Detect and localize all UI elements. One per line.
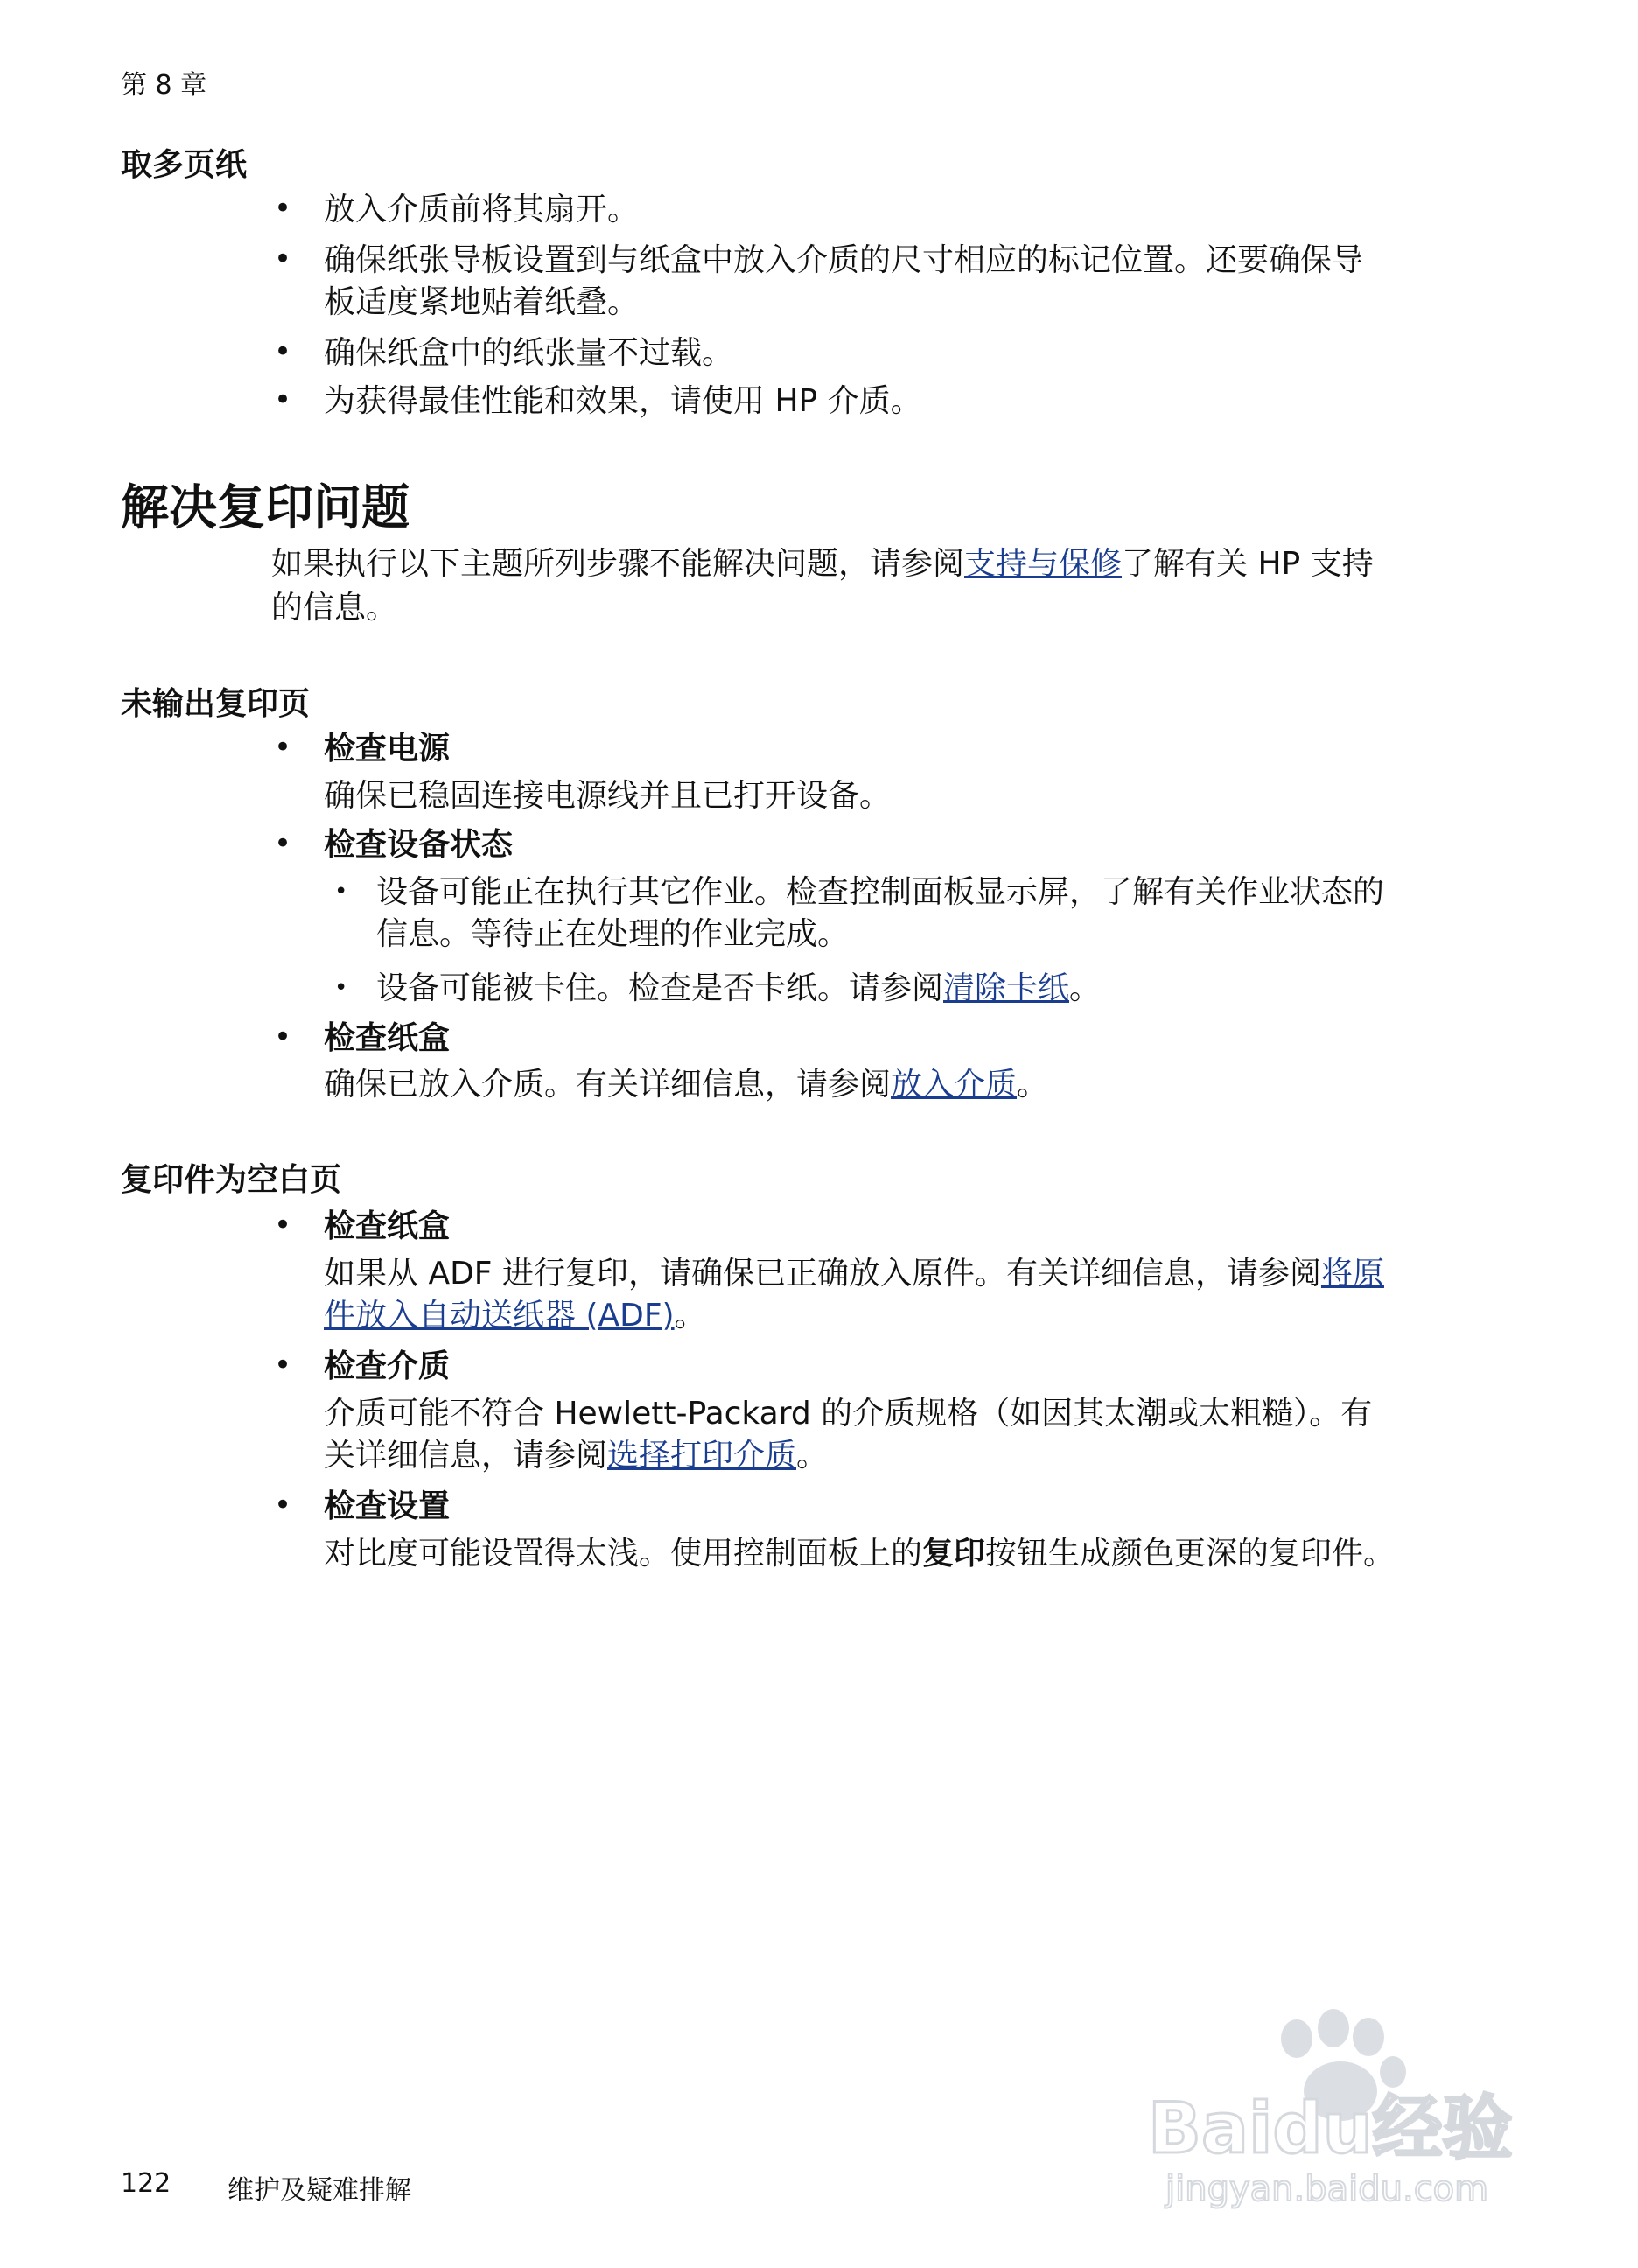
blank-tray-text [324, 1252, 1384, 1296]
section-title-multi-feed: 取多页纸 [121, 147, 248, 183]
select-print-media-link[interactable]: 选择打印介质 [607, 1438, 797, 1474]
clear-jam-link[interactable]: 清除卡纸 [943, 970, 1070, 1006]
bullet: • [274, 191, 292, 226]
status-item-continuation: 信息。等待正在处理的作业完成。 [376, 916, 850, 952]
footer-section: 维护及疑难排解 [228, 2175, 411, 2206]
bullet: • [274, 1348, 292, 1382]
status-item [376, 967, 1101, 1011]
intro-paragraph-line2: 的信息。 [271, 590, 398, 626]
chapter-label: 第 8 章 [121, 70, 207, 101]
list-item: 确保纸张导板设置到与纸盒中放入介质的尺寸相应的标记位置。还要确保导 [324, 242, 1364, 278]
check-tray-text [324, 1063, 1048, 1107]
bullet: • [274, 334, 292, 369]
check-media-text-part: 。 [796, 1438, 829, 1474]
load-adf-link[interactable]: 将原 [1320, 1256, 1384, 1292]
list-item-continuation: 板适度紧地贴着纸叠。 [324, 284, 640, 320]
copy-button-label: 复印 [922, 1536, 986, 1572]
blank-tray-text-line2 [324, 1294, 706, 1338]
check-settings-text [324, 1532, 1395, 1576]
intro-text: 了解有关 HP 支持 [1122, 546, 1374, 582]
sub-bullet: • [334, 975, 348, 1001]
load-adf-link[interactable]: 件放入自动送纸器 (ADF) [324, 1298, 675, 1334]
blank-tray-text-part: 如果从 ADF 进行复印，请确保已正确放入原件。有关详细信息，请参阅 [324, 1256, 1321, 1292]
list-item: 确保纸盒中的纸张量不过载。 [324, 335, 734, 371]
status-item-text: 设备可能被卡住。检查是否卡纸。请参阅 [376, 970, 944, 1006]
bullet: • [274, 382, 292, 417]
watermark-logo-text: Baidu经验 [1148, 2088, 1513, 2169]
check-tray-text-part: 。 [1017, 1067, 1049, 1102]
bullet: • [274, 1019, 292, 1054]
list-item: 为获得最佳性能和效果，请使用 HP 介质。 [324, 383, 922, 419]
section-title-copy-problems: 解决复印问题 [121, 480, 410, 536]
check-power-heading: 检查电源 [324, 731, 451, 766]
bullet: • [274, 1488, 292, 1522]
intro-text: 如果执行以下主题所列步骤不能解决问题，请参阅 [271, 546, 965, 582]
check-settings-text-part: 按钮生成颜色更深的复印件。 [985, 1536, 1396, 1572]
section-title-no-output: 未输出复印页 [121, 686, 311, 722]
bullet: • [274, 1208, 292, 1242]
check-tray-heading: 检查纸盒 [324, 1208, 451, 1244]
support-warranty-link[interactable]: 支持与保修 [964, 546, 1123, 582]
check-tray-text-part: 确保已放入介质。有关详细信息，请参阅 [324, 1067, 892, 1102]
check-media-text-line2 [324, 1434, 828, 1478]
check-power-text: 确保已稳固连接电源线并且已打开设备。 [324, 778, 892, 814]
check-media-text: 介质可能不符合 Hewlett-Packard 的介质规格（如因其太潮或太粗糙）。有 [324, 1396, 1373, 1432]
check-settings-heading: 检查设置 [324, 1488, 451, 1524]
load-media-link[interactable]: 放入介质 [891, 1067, 1018, 1102]
check-media-heading: 检查介质 [324, 1348, 451, 1384]
bullet: • [274, 730, 292, 765]
section-title-blank-copies: 复印件为空白页 [121, 1162, 342, 1198]
check-tray-heading: 检查纸盒 [324, 1020, 451, 1056]
sub-bullet: • [334, 878, 348, 905]
baidu-jingyan-watermark [1130, 2004, 1550, 2214]
page-number: 122 [121, 2168, 172, 2199]
intro-paragraph [271, 542, 1374, 586]
blank-tray-text-part: 。 [674, 1298, 706, 1334]
watermark-url-text: jingyan.baidu.com [1166, 2169, 1489, 2209]
bullet: • [274, 242, 292, 276]
check-status-heading: 检查设备状态 [324, 827, 514, 863]
status-item: 设备可能正在执行其它作业。检查控制面板显示屏，了解有关作业状态的 [376, 874, 1385, 910]
bullet: • [274, 826, 292, 861]
status-item-text: 。 [1069, 970, 1102, 1006]
check-media-text-part: 关详细信息，请参阅 [324, 1438, 608, 1474]
list-item: 放入介质前将其扇开。 [324, 192, 640, 228]
check-settings-text-part: 对比度可能设置得太浅。使用控制面板上的 [324, 1536, 923, 1572]
